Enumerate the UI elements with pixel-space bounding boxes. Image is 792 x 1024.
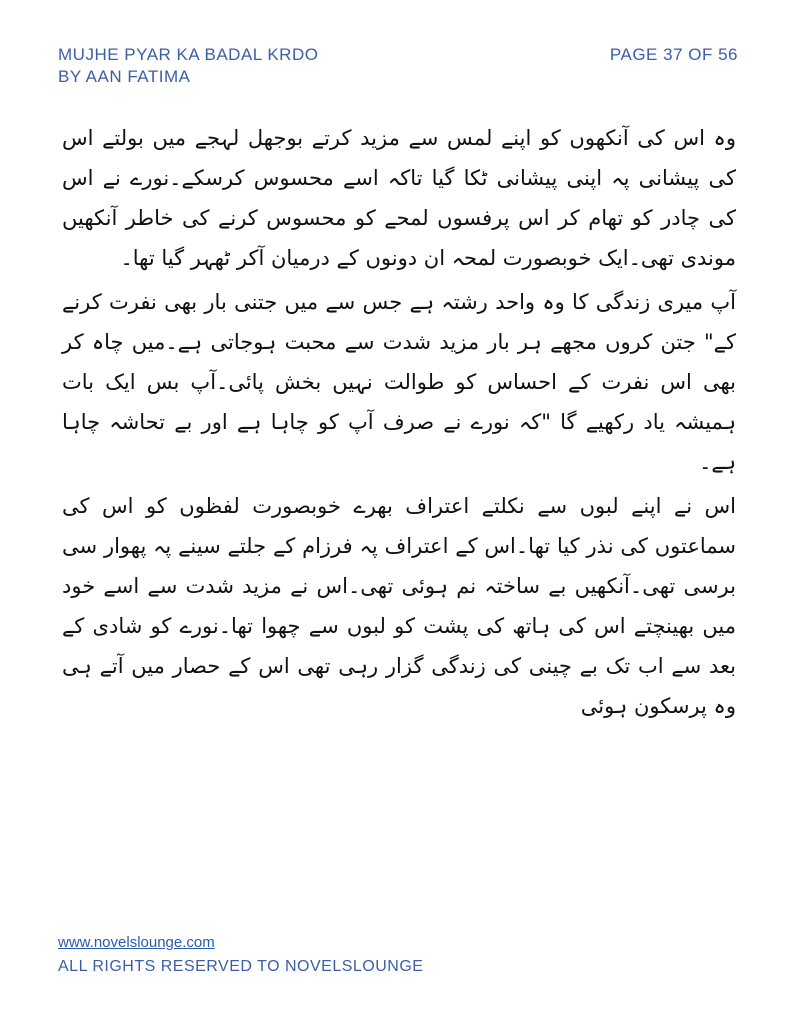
story-body	[62, 118, 736, 730]
page-footer	[58, 932, 423, 978]
novel-title: MUJHE PYAR KA BADAL KRDO	[58, 45, 319, 64]
page-header-left	[58, 44, 318, 88]
paragraph: اس نے اپنے لبوں سے نکلتے اعتراف بھرے خوبصورت لفظوں کو اس کی سماعتوں کی نذر کیا تھا۔اس کے اعتراف پہ فرزام کے جلتے سینے پہ پھوار سی برسی تھی۔آنکھیں بے ساختہ نم ہوئی تھی۔اس نے مزید شدت سے اسے خود میں بھینچتے اس کی ہاتھ کی پشت کو لبوں سے چھوا تھا۔نورے کو شادی کے بعد سے اب تک بے چینی کی زندگی گزار رہی تھی اس کے حصار میں آتے ہی وہ پرسکون ہوئی	[62, 494, 736, 718]
paragraph: وہ اس کی آنکھوں کو اپنے لمس سے مزید کرتے بوجھل لہجے میں بولتے اس کی پیشانی پہ اپنی پیشانی ٹکا گیا تاکہ اسے محسوس کرسکے۔نورے نے اس کی چادر کو تھام کر اس پرفسوں لمحے کو محسوس کرنے کی خاطر آنکھیں موندی تھی۔ایک خوبصورت لمحہ ان دونوں کے درمیان آکر ٹھہر گیا تھا۔	[62, 126, 736, 270]
website-link[interactable]: www.novelslounge.com	[58, 934, 215, 951]
paragraph: آپ میری زندگی کا وہ واحد رشتہ ہے جس سے میں جتنی بار بھی نفرت کرنے کے" جتن کروں مجھے ہر بار مزید شدت سے محبت ہوجاتی ہے۔میں چاہ کر بھی اس نفرت کے احساس کو طوالت نہیں بخش پائی۔آپ بس ایک بات ہمیشہ یاد رکھیے گا "کہ نورے نے صرف آپ کو چاہا ہے اور بے تحاشہ چاہا ہے۔	[62, 290, 736, 474]
author-line: BY AAN FATIMA	[58, 67, 191, 86]
rights-notice: ALL RIGHTS RESERVED TO NOVELSLOUNGE	[58, 958, 424, 975]
page-number: PAGE 37 OF 56	[609, 45, 738, 64]
